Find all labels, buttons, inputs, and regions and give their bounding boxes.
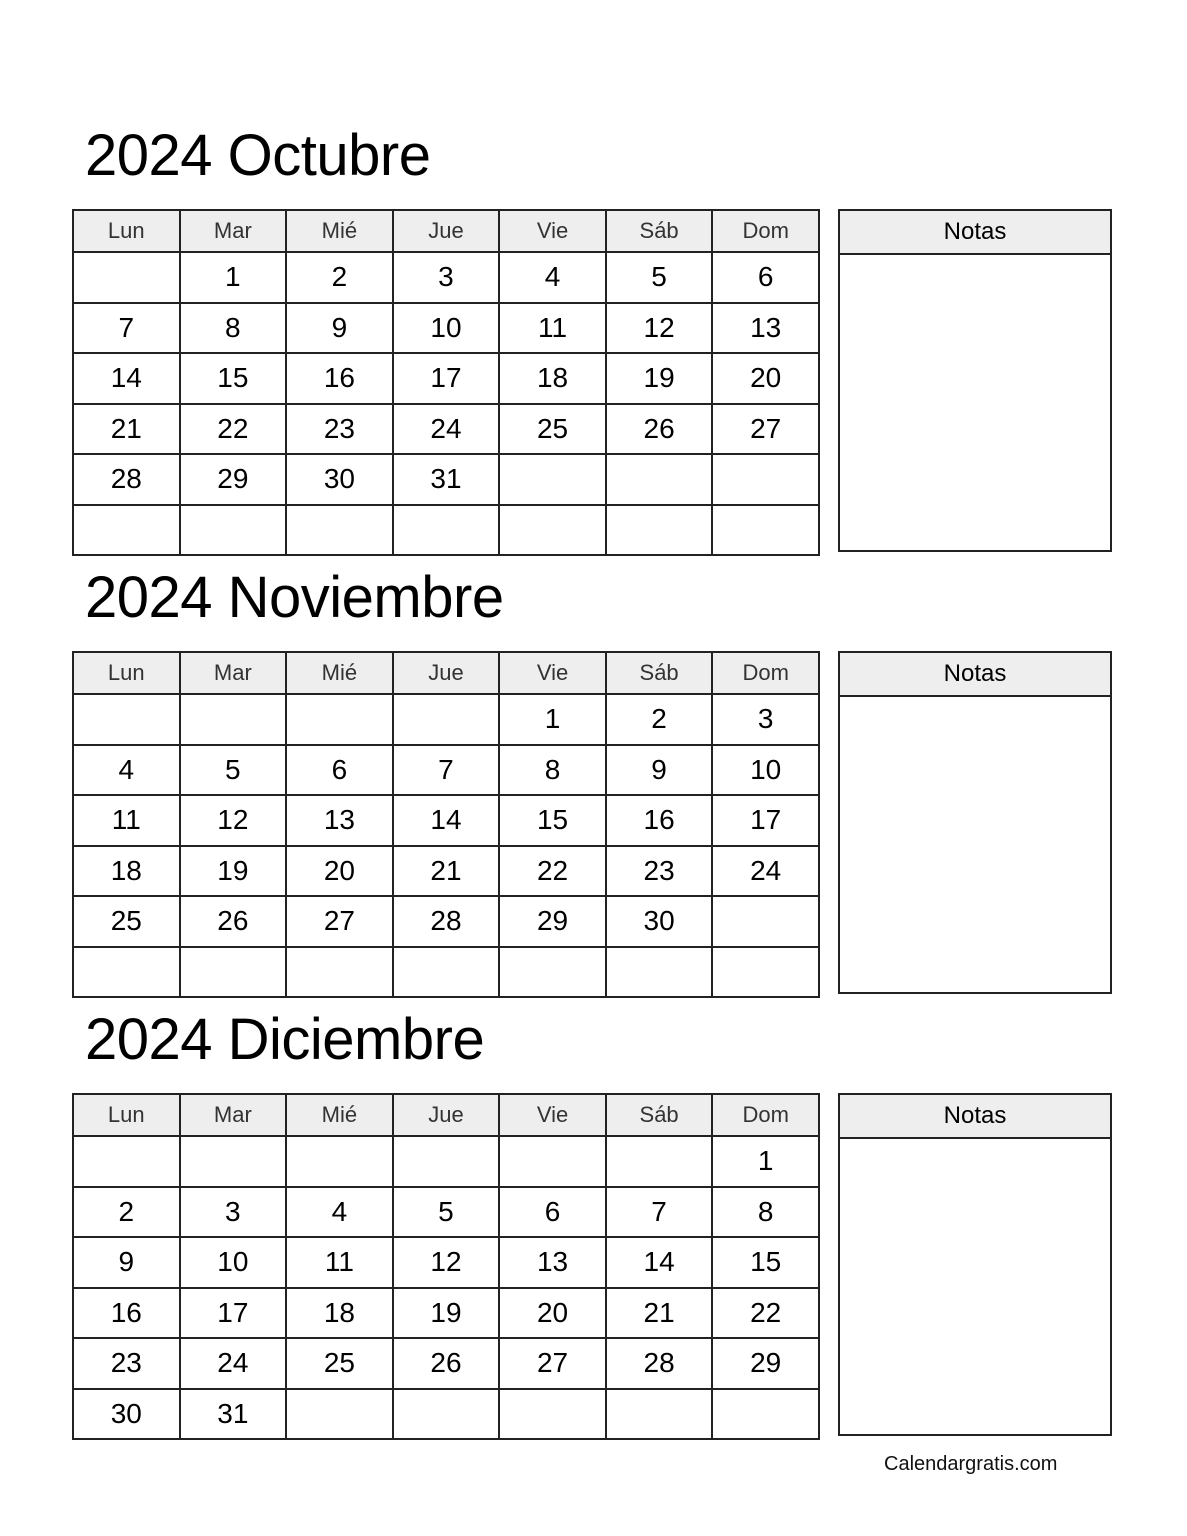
day-cell <box>286 694 393 745</box>
day-cell: 11 <box>499 303 606 354</box>
day-cell <box>712 896 819 947</box>
day-cell: 14 <box>606 1237 713 1288</box>
weekday-header: Jue <box>393 210 500 252</box>
weekday-header: Vie <box>499 652 606 694</box>
day-cell: 17 <box>393 353 500 404</box>
weekday-header: Mar <box>180 1094 287 1136</box>
week-row <box>73 846 819 897</box>
day-cell: 27 <box>286 896 393 947</box>
day-cell: 30 <box>286 454 393 505</box>
day-cell: 6 <box>712 252 819 303</box>
day-cell: 16 <box>73 1288 180 1339</box>
day-cell: 2 <box>286 252 393 303</box>
day-cell: 1 <box>712 1136 819 1187</box>
day-cell: 2 <box>606 694 713 745</box>
day-cell <box>180 505 287 556</box>
day-cell: 2 <box>73 1187 180 1238</box>
day-cell <box>73 947 180 998</box>
weekday-header: Mar <box>180 652 287 694</box>
day-cell: 10 <box>393 303 500 354</box>
day-cell: 7 <box>393 745 500 796</box>
weekday-header: Lun <box>73 210 180 252</box>
weekday-header: Mar <box>180 210 287 252</box>
day-cell: 17 <box>180 1288 287 1339</box>
weekday-header: Jue <box>393 652 500 694</box>
day-cell <box>180 947 287 998</box>
day-cell: 12 <box>180 795 287 846</box>
day-cell: 16 <box>606 795 713 846</box>
day-cell: 9 <box>286 303 393 354</box>
day-cell: 31 <box>180 1389 287 1440</box>
day-cell <box>393 947 500 998</box>
day-cell <box>712 947 819 998</box>
day-cell: 22 <box>180 404 287 455</box>
day-cell: 6 <box>286 745 393 796</box>
day-cell: 7 <box>606 1187 713 1238</box>
week-row <box>73 1288 819 1339</box>
day-cell: 18 <box>286 1288 393 1339</box>
day-cell: 12 <box>393 1237 500 1288</box>
day-cell: 24 <box>393 404 500 455</box>
day-cell: 17 <box>712 795 819 846</box>
day-cell: 21 <box>606 1288 713 1339</box>
day-cell: 29 <box>499 896 606 947</box>
day-cell <box>606 947 713 998</box>
day-cell: 18 <box>73 846 180 897</box>
day-cell: 20 <box>712 353 819 404</box>
week-row <box>73 505 819 556</box>
day-cell <box>286 1389 393 1440</box>
weekday-header: Sáb <box>606 210 713 252</box>
day-cell: 23 <box>73 1338 180 1389</box>
day-cell <box>606 505 713 556</box>
notes-header: Notas <box>840 211 1110 255</box>
day-cell: 28 <box>393 896 500 947</box>
month-title: 2024 Diciembre <box>85 1007 485 1072</box>
day-cell: 25 <box>286 1338 393 1389</box>
day-cell: 23 <box>286 404 393 455</box>
day-cell <box>73 252 180 303</box>
day-cell: 19 <box>393 1288 500 1339</box>
day-cell: 4 <box>499 252 606 303</box>
day-cell: 12 <box>606 303 713 354</box>
day-cell: 29 <box>712 1338 819 1389</box>
day-cell: 25 <box>499 404 606 455</box>
day-cell: 11 <box>286 1237 393 1288</box>
day-cell: 1 <box>499 694 606 745</box>
day-cell: 26 <box>393 1338 500 1389</box>
day-cell: 5 <box>606 252 713 303</box>
day-cell: 27 <box>712 404 819 455</box>
day-cell <box>499 1136 606 1187</box>
weekday-header-row <box>73 1094 819 1136</box>
day-cell: 19 <box>606 353 713 404</box>
notes-header: Notas <box>840 1095 1110 1139</box>
weekday-header: Jue <box>393 1094 500 1136</box>
month-title: 2024 Noviembre <box>85 565 504 630</box>
day-cell: 31 <box>393 454 500 505</box>
weekday-header-row <box>73 210 819 252</box>
day-cell <box>393 1389 500 1440</box>
notes-box <box>838 209 1112 552</box>
day-cell <box>393 694 500 745</box>
day-cell: 30 <box>606 896 713 947</box>
week-row <box>73 252 819 303</box>
day-cell: 10 <box>712 745 819 796</box>
day-cell <box>73 505 180 556</box>
day-cell <box>712 454 819 505</box>
week-row <box>73 303 819 354</box>
day-cell: 21 <box>73 404 180 455</box>
day-cell: 18 <box>499 353 606 404</box>
day-cell <box>712 1389 819 1440</box>
day-cell: 11 <box>73 795 180 846</box>
day-cell <box>286 1136 393 1187</box>
day-cell <box>286 947 393 998</box>
weekday-header-row <box>73 652 819 694</box>
week-row <box>73 896 819 947</box>
day-cell: 26 <box>180 896 287 947</box>
day-cell: 28 <box>73 454 180 505</box>
weekday-header: Mié <box>286 1094 393 1136</box>
day-cell: 5 <box>180 745 287 796</box>
day-cell <box>499 1389 606 1440</box>
day-cell: 14 <box>393 795 500 846</box>
day-cell: 29 <box>180 454 287 505</box>
week-row <box>73 1136 819 1187</box>
weekday-header: Sáb <box>606 652 713 694</box>
day-cell: 20 <box>286 846 393 897</box>
weekday-header: Lun <box>73 1094 180 1136</box>
day-cell: 15 <box>712 1237 819 1288</box>
notes-header: Notas <box>840 653 1110 697</box>
day-cell: 1 <box>180 252 287 303</box>
day-cell: 28 <box>606 1338 713 1389</box>
day-cell: 5 <box>393 1187 500 1238</box>
day-cell: 24 <box>712 846 819 897</box>
week-row <box>73 694 819 745</box>
weekday-header: Mié <box>286 210 393 252</box>
day-cell: 20 <box>499 1288 606 1339</box>
day-cell: 26 <box>606 404 713 455</box>
weekday-header: Dom <box>712 210 819 252</box>
week-row <box>73 795 819 846</box>
day-cell: 15 <box>499 795 606 846</box>
day-cell: 9 <box>73 1237 180 1288</box>
day-cell <box>393 505 500 556</box>
week-row <box>73 404 819 455</box>
day-cell: 16 <box>286 353 393 404</box>
week-row <box>73 1389 819 1440</box>
day-cell <box>499 454 606 505</box>
day-cell: 7 <box>73 303 180 354</box>
day-cell: 3 <box>712 694 819 745</box>
week-row <box>73 947 819 998</box>
notes-box <box>838 651 1112 994</box>
day-cell: 14 <box>73 353 180 404</box>
week-row <box>73 353 819 404</box>
day-cell: 22 <box>712 1288 819 1339</box>
day-cell: 23 <box>606 846 713 897</box>
day-cell <box>393 1136 500 1187</box>
day-cell: 9 <box>606 745 713 796</box>
day-cell <box>712 505 819 556</box>
day-cell: 25 <box>73 896 180 947</box>
notes-box <box>838 1093 1112 1436</box>
day-cell: 4 <box>286 1187 393 1238</box>
day-cell: 8 <box>180 303 287 354</box>
day-cell <box>180 694 287 745</box>
weekday-header: Vie <box>499 1094 606 1136</box>
day-cell <box>499 947 606 998</box>
day-cell: 27 <box>499 1338 606 1389</box>
day-cell: 13 <box>286 795 393 846</box>
day-cell: 3 <box>180 1187 287 1238</box>
day-cell <box>606 454 713 505</box>
day-cell: 21 <box>393 846 500 897</box>
footer-site-name: Calendargratis.com <box>884 1453 1058 1475</box>
day-cell: 22 <box>499 846 606 897</box>
day-cell: 8 <box>499 745 606 796</box>
weekday-header: Sáb <box>606 1094 713 1136</box>
day-cell: 6 <box>499 1187 606 1238</box>
month-grid <box>72 651 820 998</box>
day-cell: 30 <box>73 1389 180 1440</box>
day-cell <box>73 1136 180 1187</box>
day-cell: 8 <box>712 1187 819 1238</box>
day-cell: 10 <box>180 1237 287 1288</box>
day-cell: 4 <box>73 745 180 796</box>
day-cell: 24 <box>180 1338 287 1389</box>
week-row <box>73 1237 819 1288</box>
week-row <box>73 745 819 796</box>
day-cell: 3 <box>393 252 500 303</box>
weekday-header: Mié <box>286 652 393 694</box>
day-cell: 19 <box>180 846 287 897</box>
weekday-header: Dom <box>712 652 819 694</box>
week-row <box>73 1338 819 1389</box>
day-cell <box>606 1136 713 1187</box>
weekday-header: Vie <box>499 210 606 252</box>
week-row <box>73 454 819 505</box>
day-cell <box>499 505 606 556</box>
month-title: 2024 Octubre <box>85 123 431 188</box>
day-cell <box>180 1136 287 1187</box>
day-cell: 13 <box>712 303 819 354</box>
month-grid <box>72 209 820 556</box>
week-row <box>73 1187 819 1238</box>
month-grid <box>72 1093 820 1440</box>
day-cell <box>286 505 393 556</box>
day-cell <box>606 1389 713 1440</box>
weekday-header: Lun <box>73 652 180 694</box>
weekday-header: Dom <box>712 1094 819 1136</box>
day-cell: 15 <box>180 353 287 404</box>
day-cell <box>73 694 180 745</box>
day-cell: 13 <box>499 1237 606 1288</box>
